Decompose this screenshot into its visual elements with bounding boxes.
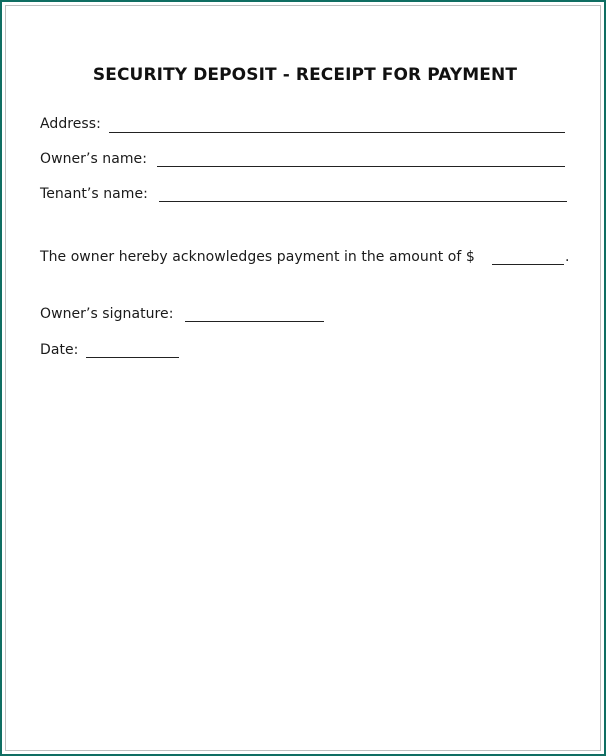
acknowledgment-text: The owner hereby acknowledges payment in the amount of $	[40, 249, 475, 265]
owner-signature-label: Owner’s signature:	[40, 306, 174, 322]
address-label: Address:	[40, 116, 101, 132]
date-blank-line[interactable]	[86, 357, 179, 358]
document-title: SECURITY DEPOSIT - RECEIPT FOR PAYMENT	[92, 65, 518, 85]
owner-name-label: Owner’s name:	[40, 151, 147, 167]
address-blank-line[interactable]	[109, 132, 565, 133]
owner-name-blank-line[interactable]	[157, 166, 565, 167]
acknowledgment-period: .	[565, 249, 570, 265]
tenant-name-label: Tenant’s name:	[40, 186, 148, 202]
owner-signature-blank-line[interactable]	[185, 321, 324, 322]
amount-blank-line[interactable]	[492, 264, 564, 265]
tenant-name-blank-line[interactable]	[159, 201, 567, 202]
date-label: Date:	[40, 342, 79, 358]
